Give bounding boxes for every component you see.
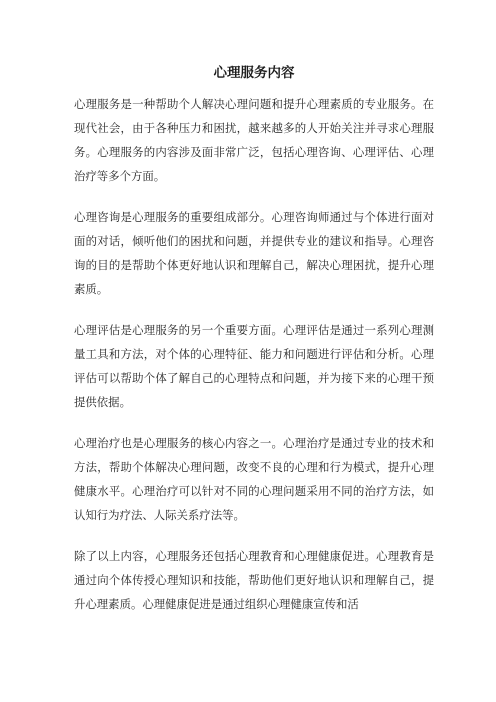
paragraph-intro: 心理服务是一种帮助个人解决心理问题和提升心理素质的专业服务。在现代社会，由于各种压力和困扰，越来越多的人开始关注并寻求心理服务。心理服务的内容涉及面非常广泛，包括心理咨询、心理评估、心理治疗等多个方面。 [74,97,434,183]
paragraph-assessment: 心理评估是心理服务的另一个重要方面。心理评估是通过一系列心理测量工具和方法，对个体的心理特征、能力和问题进行评估和分析。心理评估可以帮助个体了解自己的心理特点和问题，并为接下来的心理干预提供依据。 [74,323,434,409]
paragraph-therapy: 心理治疗也是心理服务的核心内容之一。心理治疗是通过专业的技术和方法，帮助个体解决心理问题，改变不良的心理和行为模式，提升心理健康水平。心理治疗可以针对不同的心理问题采用不同的治疗方法，如认知行为疗法、人际关系疗法等。 [74,436,434,522]
paragraph-counseling: 心理咨询是心理服务的重要组成部分。心理咨询师通过与个体进行面对面的对话，倾听他们的困扰和问题，并提供专业的建议和指导。心理咨询的目的是帮助个体更好地认识和理解自己，解决心理困扰，提升心理素质。 [74,210,434,296]
document-title: 心理服务内容 [213,65,295,81]
paragraph-education: 除了以上内容，心理服务还包括心理教育和心理健康促进。心理教育是通过向个体传授心理知识和技能，帮助他们更好地认识和理解自己，提升心理素质。心理健康促进是通过组织心理健康宣传和活 [74,549,434,611]
